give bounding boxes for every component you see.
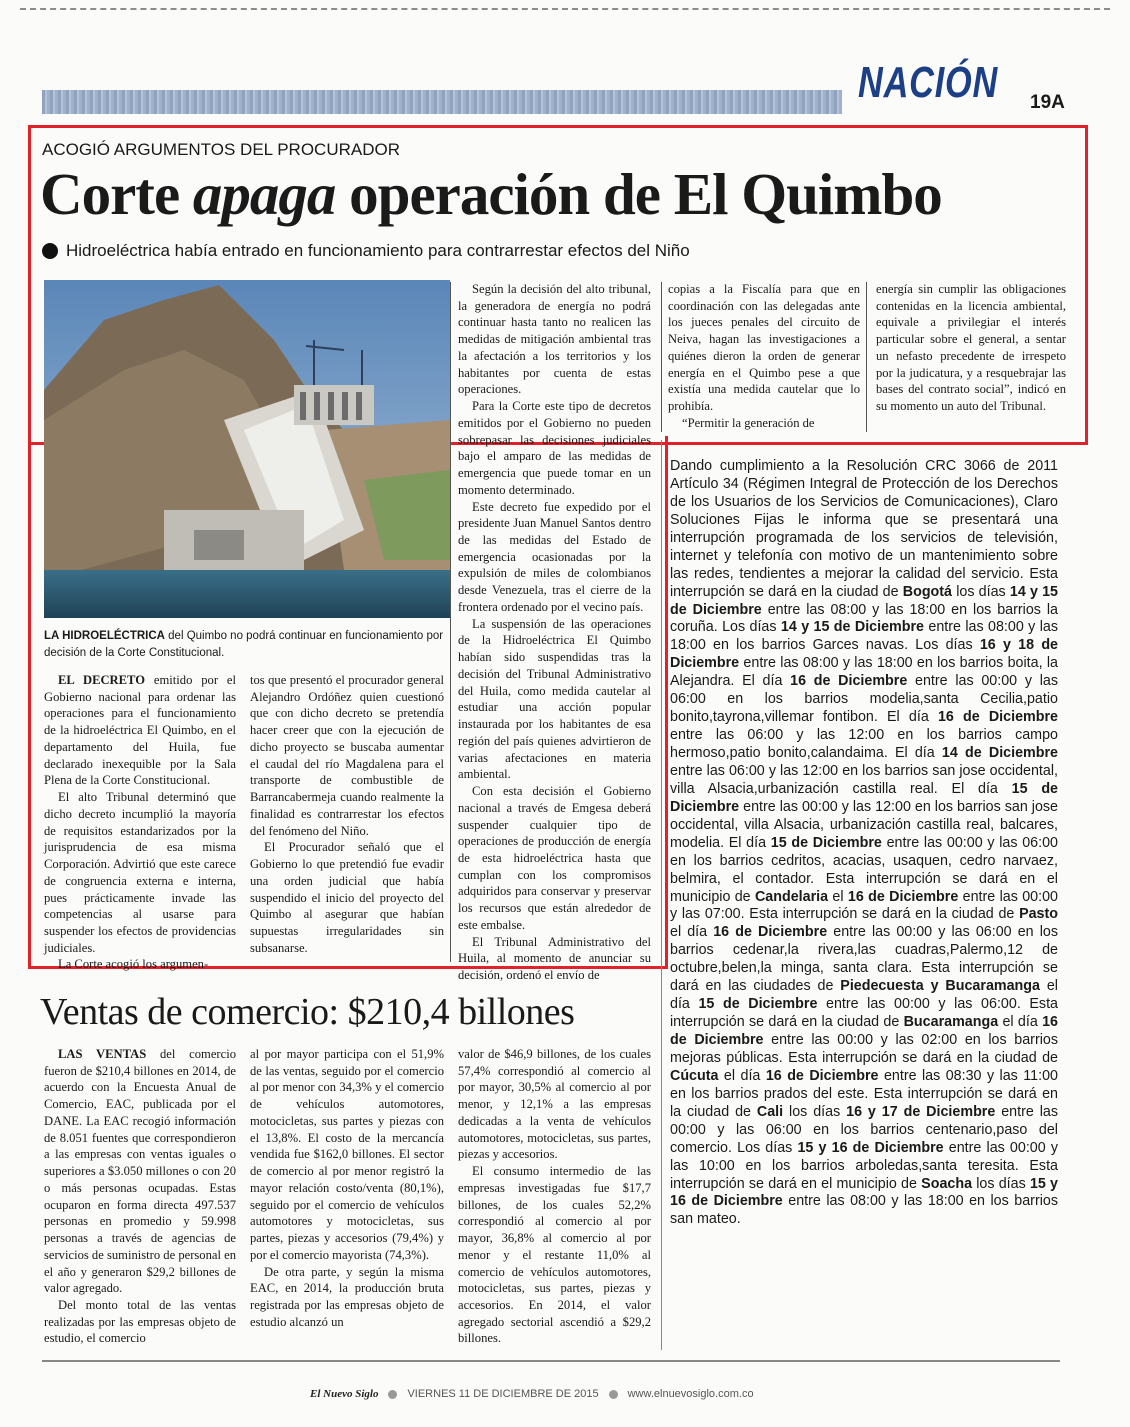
photo-caption: LA HIDROELÉCTRICA del Quimbo no podrá continuar en funcionamiento por decisión de la Corte Constitucional.: [44, 630, 444, 659]
notice-emphasis: 15 de Diciembre: [670, 780, 1059, 815]
footer-url: www.elnuevosiglo.com.co: [627, 1388, 754, 1400]
notice-emphasis: Pasto: [1019, 906, 1058, 923]
notice-emphasis: 15 y 16 de Diciembre: [670, 1175, 1059, 1210]
notice-emphasis: Cali: [756, 1103, 784, 1120]
notice-text: el: [828, 888, 848, 905]
notice-text: entre las 00:00 y las 06:00 en los barrios modelia,santa Cecilia,patio bonito,tayrona,villemar fontibon. El día: [670, 673, 1058, 726]
notice-emphasis: 16 de Diciembre: [765, 1067, 879, 1084]
dam-illustration: [44, 280, 450, 618]
notice-emphasis: 16 y 18 de Diciembre: [670, 637, 1058, 672]
dam-photo: [44, 280, 450, 618]
article-kicker: ACOGIÓ ARGUMENTOS DEL PROCURADOR: [42, 140, 400, 159]
notice-text: entre las 08:00 y las 18:00 en los barrios boita, la Alejandra. El día: [670, 655, 1058, 690]
notice-emphasis: 15 de Diciembre: [770, 834, 882, 851]
notice-text: entre las 08:30 y las 11:00 en los barrios prados del este. Esta interrupción se dará en la ciudad de: [670, 1067, 1058, 1120]
notice-emphasis: 16 de Diciembre: [713, 924, 828, 941]
article-column-3: Según la decisión del alto tribunal, la generadora de energía no podrá continuar hasta tanto no realicen las medidas de mitigación ambiental tras la afectación a los territorios y los habitantes por cuenta de estas operaciones. Para la Corte este tipo de decretos emitidos por el Gobierno no pueden sobrepasar las decisiones judiciales bajo el amparo de las medidas de emergencia que puede tomar en un momento determinado. Este decreto fue expedido por el presidente Juan Manuel Santos dentro de las medidas del Estado de emergencia ocasionadas por la expulsión de miles de colombianos desde Venezuela, tras el cierre de la frontera ordenado por el vecino país. La suspensión de las operaciones de la Hidroeléctrica El Quimbo habían sido suspendidas tras la decisión del Tribunal Administrativo del Huila, como medida cautelar al estudiar una acción popular instaurada por los habitantes de esa región del país quienes advirtieron de varias afectaciones en materia ambiental. Con esta decisión el Gobierno nacional a través de Emgesa deberá suspender cualquier tipo de operaciones de producción de energía de esta hidroeléctrica hasta que cumplan con los compromisos adquiridos para conservar y preservar los recursos que están alrededor de este embalse. El Tribunal Administrativo del Huila, al momento de anunciar su decisión, ordenó el envío de: [458, 282, 651, 983]
notice-text: entre las 06:00 y las 12:00 en los barrios campo hermoso,patio bonito,calandaima. El día: [670, 727, 1058, 761]
column-divider: [661, 282, 662, 432]
article-column-5: energía sin cumplir las obligaciones contenidas en la licencia ambiental, equivale a privilegiar el interés particular sobre el general, a sentar un nefasto precedente de irrespeto por la judicatura, y a resquebrajar las bases del contrato social”, indicó en su momento un auto del Tribunal.: [876, 282, 1066, 414]
notice-text: entre las 00:00 y las 12:00 en los barrios san jose occidental, villa Alsacia, urbanización castilla real, balcares, modelia. El día: [670, 798, 1058, 851]
notice-text: entre las 00:00 y las 06:00. Esta interrupción se dará en la ciudad de: [670, 996, 1058, 1031]
notice-emphasis: 14 y 15 de Diciembre: [780, 619, 925, 636]
page-number: 19A: [1030, 92, 1065, 113]
notice-text: entre las 00:00 y las 06:00 en los barrios cedenar,la rivera,las cuadras,Palermo,12 de octubre,belen,la minga, santa clara. Esta interrupción se dará en las ciudades de: [670, 924, 1058, 995]
notice-emphasis: 15 y 16 de Diciembre: [797, 1139, 944, 1156]
column-divider: [866, 282, 867, 432]
notice-text: entre las 08:00 y las 18:00 en los barrios Garces navas. Los días: [670, 619, 1058, 654]
commerce-column-2: al por mayor participa con el 51,9% de las ventas, seguido por el comercio al por menor con 34,3% y el comercio de vehículos automotores, motocicletas, sus partes y piezas con el 13,8%. El costo de la mercancía vendida fue $162,0 billones. El sector de comercio al por menor registró la mayor relación costo/venta (80,1%), seguido por el comercio de vehículos automotores y motocicletas, sus partes, piezas y accesorios (79,4%) y por el comercio mayorista (74,3%). De otra parte, y según la misma EAC, en 2014, la producción bruta registrada por las empresas objeto de estudio alcanzó un: [250, 1047, 444, 1329]
notice-text: entre las 00:00 y las 06:00 en los barrios centenario,paso del comercio. Los días: [670, 1103, 1058, 1156]
commerce-column-1: LAS VENTAS del comercio fueron de $210,4 billones en 2014, de acuerdo con la Encuesta Anual de Comercio, EAC, publicada por el DANE. La EAC recogió información de 8.051 fuentes que correspondieron a las empresas con ventas iguales o superiores a $3.050 millones o con 20 o más personas ocupadas. Estas ocuparon en forma directa 497.537 personas en promedio y 59.998 personas a través de agencias de servicios de suministro de personal en el año y generaron $29,2 billones de valor agregado. Del monto total de las ventas realizadas por las empresas objeto de estudio, el comercio: [44, 1047, 237, 1346]
bottom-rule: [42, 1360, 1060, 1362]
notice-emphasis: Soacha: [921, 1175, 973, 1192]
notice-emphasis: 15 de Diciembre: [698, 996, 818, 1013]
notice-emphasis: 14 de Diciembre: [941, 745, 1058, 761]
dot-icon: [388, 1390, 397, 1399]
notice-text: entre las 00:00 y las 06:00 en los barrios cedritos, acacias, usaquen, cedro narvaez, belmira, el contador. Esta interrupción se dará en el municipio de: [670, 834, 1058, 905]
notice-emphasis: 16 de Diciembre: [670, 1014, 1058, 1048]
notice-text: el día: [718, 1067, 766, 1084]
service-interruption-notice: [670, 458, 1058, 1358]
notice-text: entre las 06:00 y las 12:00 en los barrios san jose occidental, villa Alsacia,urbanización castilla real. El día: [670, 762, 1058, 797]
notice-text: los días: [972, 1175, 1030, 1192]
notice-text: entre las 00:00 y las 02:00 en los barrios mejoras públicas. Esta interrupción se dará en la ciudad de: [670, 1032, 1058, 1066]
notice-emphasis: 14 y 15 de Diciembre: [670, 583, 1058, 618]
commerce-column-3: valor de $46,9 billones, de los cuales 57,4% correspondió al comercio al por mayor, 30,5% al comercio al por menor, y 12,1% a las empresas dedicadas a la venta de vehículos automotores, motocicletas, sus partes, piezas y accesorios. El consumo intermedio de las empresas investigadas fue $17,7 billones, de los cuales 52,2% correspondió al comercio al por mayor, 36,8% al comercio al por menor y el restante 11,0% al comercio de vehículos automotores, motocicletas, sus partes, piezas y accesorios. En 2014, el valor agregado sectorial ascendió a $29,2 billones.: [458, 1047, 651, 1346]
article-deck: Hidroeléctrica había entrado en funcionamiento para contrarrestar efectos del Niño: [42, 241, 690, 261]
notice-text: Dando cumplimiento a la Resolución CRC 3066 de 2011 Artículo 34 (Régimen Integral de Protección de los Derechos de los Usuarios de los Servicios de Comunicaciones), Claro Soluciones Fijas le informa que se presentará una interrupción programada de los servicios de televisión, internet y telefonía con motivo de un mantenimiento sobre las redes, tendientes a mejorar la calidad del servicio. Esta interrupción se dará en la ciudad de: [670, 458, 1058, 600]
notice-emphasis: 16 de Diciembre: [937, 709, 1058, 726]
notice-text: el día: [998, 1014, 1043, 1031]
notice-text: los días: [952, 583, 1010, 600]
page-footer: [310, 1388, 754, 1400]
notice-emphasis: Bogotá: [902, 583, 953, 600]
column-divider: [450, 282, 451, 962]
notice-emphasis: 16 y 17 de Diciembre: [846, 1103, 996, 1120]
notice-text: el día: [670, 978, 1058, 1013]
notice-emphasis: 16 de Diciembre: [847, 888, 959, 905]
notice-emphasis: 16 de Diciembre: [790, 673, 908, 690]
bullet-icon: [42, 243, 58, 259]
article-column-2: tos que presentó el procurador general Alejandro Ordóñez quien cuestionó que con dicho decreto se pretendía hacer creer que con la ejecución de dicho proyecto se buscaba aumentar el caudal del río Magdalena para el transporte de combustible de Barrancabermeja cuando realmente la finalidad es contrarrestar los efectos del fenómeno del Niño. El Procurador señaló que el Gobierno lo que pretendió fue evadir una orden judicial que había suspendido el inicio del proyecto del Quimbo al asegurar que habían supuestas irregularidades sin subsanarse.: [250, 673, 444, 955]
notice-emphasis: Piedecuesta y Bucaramanga: [840, 978, 1040, 995]
notice-emphasis: Bucaramanga: [903, 1014, 999, 1031]
column-divider: [661, 440, 662, 1350]
second-headline: Ventas de comercio: $210,4 billones: [40, 991, 575, 1033]
footer-date: VIERNES 11 DE DICIEMBRE DE 2015: [407, 1388, 599, 1400]
notice-text: entre las 08:00 y las 18:00 en los barrios la coruña. Los días: [670, 601, 1058, 636]
top-page-edge: [20, 0, 1110, 10]
dot-icon: [609, 1390, 618, 1399]
article-column-4: copias a la Fiscalía para que en coordinación con las delegadas ante los jueces penales del circuito de Neiva, hagan las investigaciones a quiénes dieron la orden de generar energía en el Quimbo pese a que existía una medida cautelar que lo prohibía. “Permitir la generación de: [668, 282, 860, 430]
notice-text: entre las 00:00 y las 07:00. Esta interrupción se dará en la ciudad de: [670, 888, 1058, 923]
notice-text: entre las 08:00 y las 18:00 en los barrios san mateo.: [670, 1193, 1058, 1228]
notice-text: el día: [670, 924, 714, 941]
notice-text: entre las 00:00 y las 10:00 en los barrios arboledas,santa teresita. Esta interrupción se dará en el municipio de: [670, 1139, 1058, 1192]
article-column-1: EL DECRETO emitido por el Gobierno nacional para ordenar las operaciones para el funcionamiento de la hidroeléctrica El Quimbo, en el departamento del Huila, fue declarado inexequible por la Sala Plena de la Corte Constitucional. El alto Tribunal determinó que dicho decreto incumplió la mayoría de requisitos estandarizados por la jurisprudencia de esa misma Corporación. Advirtió que este carece de congruencia externa e interna, pues prácticamente invade las competencias al usarse para suspender los efectos de providencias judiciales. La Corte acogió los argumen-: [44, 673, 236, 972]
section-header-band: [42, 90, 842, 114]
notice-text: los días: [783, 1103, 847, 1120]
article-headline: Corte apaga operación de El Quimbo: [40, 161, 942, 227]
notice-emphasis: Candelaria: [754, 888, 829, 905]
notice-emphasis: Cúcuta: [670, 1067, 719, 1084]
footer-brand: El Nuevo Siglo: [310, 1388, 379, 1400]
section-title: NACIÓN: [858, 58, 999, 107]
